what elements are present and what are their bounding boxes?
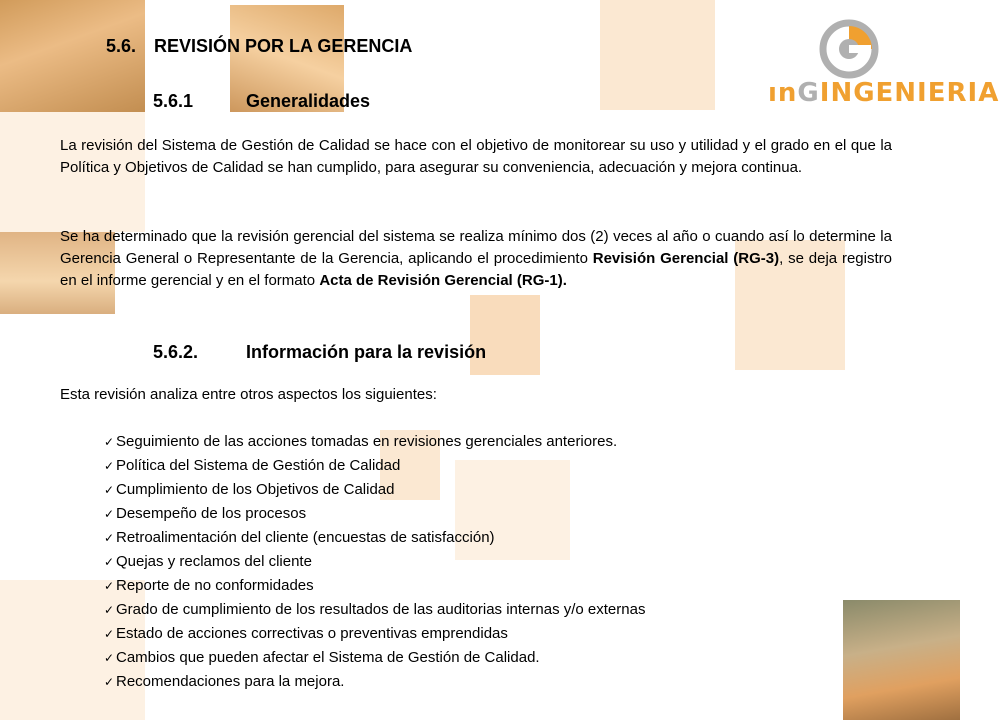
subsection-heading — [153, 91, 370, 112]
list-item: ✓ Seguimiento de las acciones tomadas en revisiones gerenciales anteriores. — [104, 430, 645, 454]
list-item: ✓ Grado de cumplimiento de los resultados de las auditorias internas y/o externas — [104, 598, 645, 622]
background-photo — [843, 600, 960, 720]
checkmark-icon: ✓ — [104, 507, 115, 521]
list-item: ✓ Reporte de no conformidades — [104, 574, 645, 598]
background-tint-block — [470, 295, 540, 375]
list-item: ✓ Estado de acciones correctivas o preventivas emprendidas — [104, 622, 645, 646]
subsection-number: 5.6.2. — [153, 342, 199, 362]
list-item: ✓ Cambios que pueden afectar el Sistema de Gestión de Calidad. — [104, 646, 645, 670]
checkmark-icon: ✓ — [104, 579, 115, 593]
list-item: ✓ Recomendaciones para la mejora. — [104, 670, 645, 694]
list-intro: Esta revisión analiza entre otros aspectos los siguientes: — [60, 386, 437, 403]
list-item: ✓ Quejas y reclamos del cliente — [104, 550, 645, 574]
logo-mark-icon — [818, 18, 880, 80]
list-item: ✓ Política del Sistema de Gestión de Calidad — [104, 454, 645, 478]
subsection-heading — [153, 342, 486, 363]
form-reference: Acta de Revisión Gerencial (RG-1). — [319, 272, 567, 289]
subsection-number: 5.6.1 — [153, 91, 194, 111]
list-item: ✓ Retroalimentación del cliente (encuestas de satisfacción) — [104, 526, 645, 550]
logo-text: ınGINGENIERIA — [768, 78, 999, 108]
checkmark-icon: ✓ — [104, 531, 115, 545]
company-logo — [768, 18, 999, 108]
checkmark-icon: ✓ — [104, 603, 115, 617]
list-item: ✓ Desempeño de los procesos — [104, 502, 645, 526]
checkmark-icon: ✓ — [104, 435, 115, 449]
checkmark-icon: ✓ — [104, 675, 115, 689]
section-number: 5.6. — [106, 36, 137, 56]
paragraph-frequency: Se ha determinado que la revisión gerencial del sistema se realiza mínimo dos (2) veces al año o cuando así lo determine la Gerencia General o Representante de la Gerencia, aplicando el procedimiento Revisión Gerencial (RG-3), se deja registro en el informe gerencial y en el formato Acta de Revisión Gerencial (RG-1). — [60, 228, 892, 289]
background-tint-block — [600, 0, 715, 110]
procedure-reference: Revisión Gerencial (RG-3) — [592, 250, 780, 267]
review-items-list — [104, 430, 645, 694]
checkmark-icon: ✓ — [104, 459, 115, 473]
list-item: ✓ Cumplimiento de los Objetivos de Calidad — [104, 478, 645, 502]
subsection-title: Generalidades — [246, 91, 371, 111]
checkmark-icon: ✓ — [104, 651, 115, 665]
paragraph-generalidades: La revisión del Sistema de Gestión de Calidad se hace con el objetivo de monitorear su uso y utilidad y el grado en el que la Política y Objetivos de Calidad se han cumplido, para asegurar su conveniencia, adecuación y mejora continua. — [60, 137, 892, 176]
checkmark-icon: ✓ — [104, 555, 115, 569]
checkmark-icon: ✓ — [104, 627, 115, 641]
section-heading — [106, 36, 412, 57]
checkmark-icon: ✓ — [104, 483, 115, 497]
section-title: REVISIÓN POR LA GERENCIA — [154, 36, 413, 56]
subsection-title: Información para la revisión — [246, 342, 487, 362]
